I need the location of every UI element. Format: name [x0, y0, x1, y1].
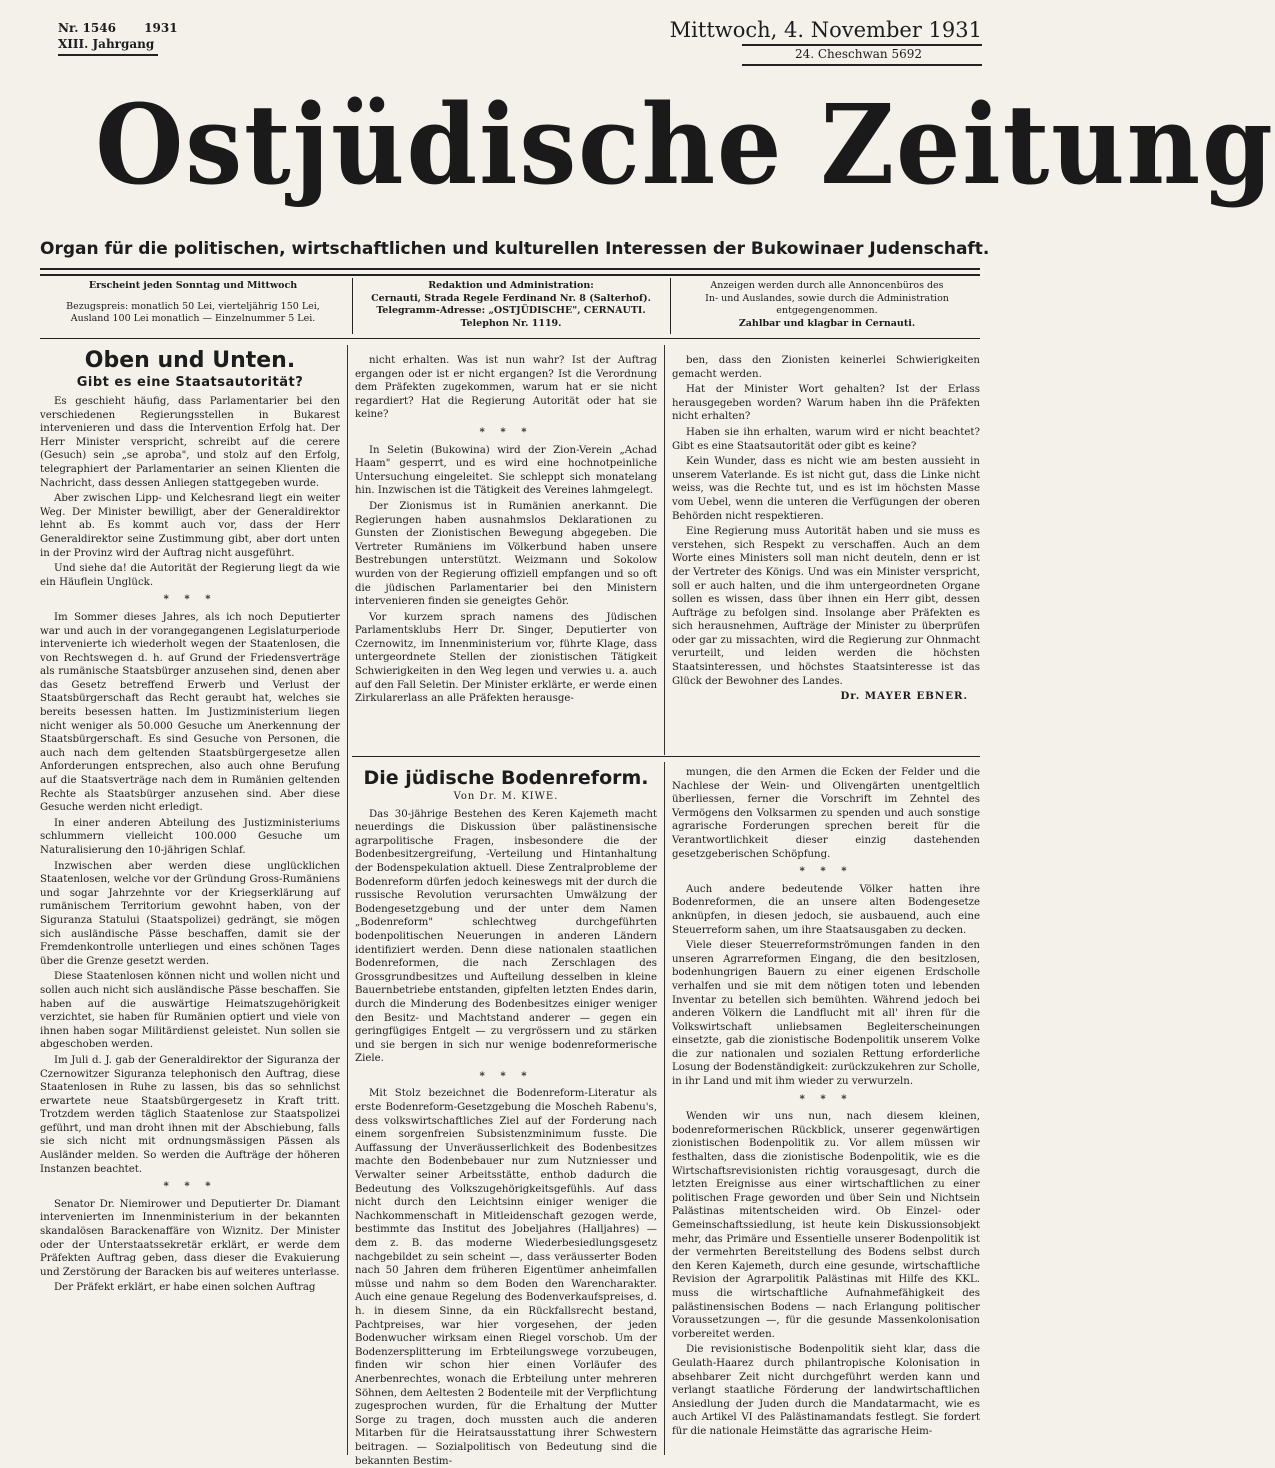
- article2-column-3: [672, 766, 980, 1456]
- section-separator: * * *: [163, 593, 217, 606]
- column-divider-3: [664, 762, 665, 1455]
- paragraph: ben, dass den Zionisten keinerlei Schwierigkeiten gemacht werden.: [672, 355, 980, 380]
- article-divider: [352, 756, 980, 757]
- hebrew-date: 24. Cheschwan 5692: [794, 47, 922, 61]
- paragraph: Im Juli d. J. gab der Generaldirektor der Siguranza der Czernowitzer Siguranza telephonisch den Auftrag, diese Staatenlosen in Ruhe zu lassen, bis das so sehnlichst erwartete neue Staatsbürgergesetz in Kraft tritt. Trotzdem werden täglich Staatenlose zur Staatspolizei geführt, und man droht ihnen mit der Abschiebung, falls sie sich nicht mit ordnungsmässigen Pässen als Ausländer melden. So werden die Aufträge der höheren Instanzen beachtet.: [40, 1054, 340, 1175]
- article2-col3-body: [672, 766, 980, 1439]
- advert-line-4: Zahlbar und klagbar in Cernauti.: [738, 317, 916, 329]
- article1-title: Oben und Unten.: [84, 348, 296, 373]
- article1-col2-body: [355, 354, 657, 706]
- article1-subtitle: Gibt es eine Staatsautorität?: [76, 375, 304, 390]
- issue-info: [58, 20, 178, 56]
- article2-byline: Von Dr. M. KIWE.: [453, 791, 559, 802]
- paragraph: Kein Wunder, dass es nicht wie am besten aussieht in unserem Vaterlande. Es ist nicht gut, dass die Linke nicht weiss, was die Rechte tut, und es ist im höchsten Masse vom Uebel, wenn die unteren die Verfügungen der oberen Behörden nicht respektieren.: [672, 456, 980, 522]
- telephone-number: Telephon Nr. 1119.: [460, 317, 562, 329]
- paragraph: Das 30-jährige Bestehen des Keren Kajemeth macht neuerdings die Diskussion über palästinensische agrarpolitische Fragen, insbesondere die der Bodenbesitzergreifung, -Verteilung und Hintanhaltung der Bodenspekulation aktuell. Diese Zentralprobleme der Bodenreform dürfen jedoch keineswegs mit der durch die russische Revolution verursachten Umwälzung der Bodengesetzgebung und der unter dem Namen „Bodenreform" schlechtweg durchgeführten bodenpolitischen Neuerungen in anderen Ländern identifiziert werden. Denn diese nationalen staatlichen Bodenreformen, die nach Zerschlagen des Grossgrundbesitzes und Aufteilung desselben in kleine Bauernbetriebe entstanden, gipfelten letzten Endes darin, durch die Minderung des Bodenbesitzes einiger weniger den Besitz- und Machtstand anderer — gegen ein geringfügiges Entgelt — zu vergrössern und zu stärken und sie bergen in sich nur wenige bodenreformerische Ziele.: [355, 808, 657, 1065]
- paragraph: Wenden wir uns nun, nach diesem kleinen, bodenreformerischen Rückblick, unserer gegenwärtigen zionistischen Bodenpolitik zu. Vor allem müssen wir festhalten, dass die zionistische Bodenpolitik, wie es die Wirtschaftsrevisionisten richtig vorausgesagt, durch die letzten Ereignisse aus einer wirtschaftlichen zu einer politischen Frage geworden und über Sein und Nichtsein Palästinas mitentscheiden wird. Ob Einzel- oder Gemeinschaftssiedlung, ist heute kein Diskussionsobjekt mehr, das Primäre und Essentielle unserer Bodenpolitik ist der vermehrten Bereitstellung des Bodens selbst durch den Keren Kajemeth, durch eine gesunde, wirtschaftliche Revision der Agrarpolitik Palästinas mit Hilfe des KKL. muss die wirtschaftliche Aufnahmefähigkeit des palästinensischen Bodens — nach Erlangung politischer Voraussetzungen —, für die gesunde Massenkolonisation vorbereitet werden.: [672, 1111, 980, 1340]
- info-divider-2: [670, 278, 671, 334]
- paragraph: Mit Stolz bezeichnet die Bodenreform-Literatur als erste Bodenreform-Gesetzgebung die Moscheh Rabenu's, dess volkswirtschaftliches Ziel auf der Forderung nach einem sorgenfreien Subsistenzminimum fusste. Die Auffassung der Unveräusserlichkeit des Bodenbesitzes machte den Bodenbebauer nur zum Nutzniesser und Verwalter seiner Arbeitsstätte, enthob dadurch die Bedeutung des Volkszugehörigkeitsgefühls. Auf dass nicht durch den Leichtsinn einiger weniger die Nachkommenschaft in Mitleidenschaft gezogen werde, bestimmte das Institut des Jobeljahres (Halljahres) — dem z. B. das moderne Wiederbesiedlungsgesetz nachgebildet zu sein scheint —, dass veräusserter Boden nach 50 Jahren dem früheren Eigentümer anheimfallen müsse und nahm so dem Boden den Warencharakter. Auch eine genaue Regelung des Bodenverkaufspreises, d. h. in diesem Sinne, da ein Rückfallsrecht bestand, Pachtpreises, war hier vorgesehen, der jeden Bodenwucher wirksam einen Riegel vorschob. Um der Bodenzersplitterung im Erbteilungswege vorzubeugen, finden wir schon hier einen Vorläufer des Anerbenrechtes, wonach die Erbteilung unter mehreren Söhnen, dem Aeltesten 2 Bodenteile mit der Verpflichtung zugesprochen wurden, für die Erhaltung der Mutter Sorge zu tragen, doch mussten auch die anderen Mitarben für die Heiratsausstattung ihrer Schwestern beitragen. — Sozialpolitisch von Bedeutung sind die bekannten Bestim-: [355, 1088, 657, 1467]
- article1-column-1: [40, 348, 340, 1458]
- paragraph: Vor kurzem sprach namens des Jüdischen Parlamentsklubs Herr Dr. Singer, Deputierter von Czernowitz, im Innenministerium vor, führte Klage, dass untergeordnete Stellen der zionistischen Tätigkeit Schwierigkeiten in den Weg legen und verwies u. a. auch auf den Fall Seletin. Der Minister erklärte, er werde einen Zirkularerlass an alle Präfekten herausge-: [355, 611, 658, 705]
- editorial-box: [356, 280, 666, 332]
- newspaper-subtitle: Organ für die politischen, wirtschaftlichen und kulturellen Interessen der Bukowinaer Judenschaft.: [40, 239, 990, 259]
- article1-column-3: [672, 354, 980, 754]
- paragraph: Auch andere bedeutende Völker hatten ihre Bodenreformen, die an unsere alten Bodengesetze anknüpfen, in diesen jedoch, sie ausbauend, auch eine Steuerreform sahen, um ihre Staatsausgaben zu decken.: [672, 883, 980, 936]
- telegram-address: Telegramm-Adresse: „OSTJÜDISCHE", CERNAUTI.: [376, 305, 646, 316]
- meta-left-rule: [58, 54, 158, 56]
- foreign-price: Ausland 100 Lei monatlich — Einzelnummer 5 Lei.: [70, 313, 316, 324]
- column-divider-1: [347, 345, 348, 1455]
- paragraph: Aber zwischen Lipp- und Kelchesrand liegt ein weiter Weg. Der Minister bewilligt, aber der Generaldirektor lehnt ab. Es kommt auch vor, dass der Herr Generaldirektor seine Zustimmung gibt, aber dort unten in der Provinz wird der Auftrag nicht ausgeführt.: [40, 493, 340, 559]
- article1-col3-body: [672, 354, 980, 688]
- section-separator: * * *: [163, 1180, 217, 1193]
- advert-line-1: Anzeigen werden durch alle Annoncenbüros des: [710, 280, 944, 291]
- advert-line-3: entgegengenommen.: [776, 305, 878, 316]
- paragraph: Inzwischen aber werden diese unglücklichen Staatenlosen, welche vor der Gründung Gross-Rumäniens und sogar Jahrzehnte vor der Kriegserklärung auf rumänischem Territorium gewohnt haben, von der Siguranza Statului (Staatspolizei) gedrängt, sie mögen sich ausländische Pässe beschaffen, damit sie der Fremdenkontrolle unterliegen und eines schönen Tages über die Grenze gesetzt werden.: [40, 860, 340, 967]
- editorial-heading: Redaktion und Administration:: [428, 280, 594, 291]
- paragraph: Der Zionismus ist in Rumänien anerkannt. Die Regierungen haben ausnahmslos Deklarationen zu Gunsten der Zionistischen Bewegung abgegeben. Die Vertreter Rumäniens im Völkerbund haben unsere Bestrebungen unterstützt. Weizmann und Sokolow wurden von der Regierung offiziell empfangen und so oft die jüdischen Parlamentarier bei den Ministern intervenieren finden sie geneigtes Gehör.: [355, 500, 657, 608]
- advert-box: [674, 280, 980, 332]
- newspaper-title: Ostjüdische Zeitung: [95, 80, 1275, 209]
- section-separator: * * *: [479, 425, 533, 438]
- subscription-price: Bezugspreis: monatlich 50 Lei, vierteljährig 150 Lei,: [66, 300, 320, 312]
- info-rule: [40, 338, 980, 339]
- paragraph: Eine Regierung muss Autorität haben und sie muss es verstehen, sich Respekt zu verschaffen. Auch an dem Worte eines Ministers soll man nicht deuteln, denn er ist der Vertreter des Königs. Und was ein Minister verspricht, soll er auch halten, und die ihm untergeordneten Organe sollen es wissen, dass über ihnen ein Herr gibt, dessen Aufträge zu befolgen sind. Insolange aber Präfekten es sich herausnehmen, Aufträge der Minister zu überprüfen oder gar zu missachten, wird die Regierung zur Ohnmacht verurteilt, und leiden werden die höchsten Staatsinteressen, und höchstes Staatsinteresse ist das Glück der Bewohner des Landes.: [672, 526, 980, 687]
- column-divider-2: [664, 345, 665, 755]
- paragraph: In Seletin (Bukowina) wird der Zion-Verein „Achad Haam" gesperrt, und es wird eine hochnotpeinliche Untersuchung eingeleitet. Sie schleppt sich monatelang hin. Inzwischen ist die Tätigkeit des Vereines lahmgelegt.: [355, 444, 657, 497]
- paragraph: Senator Dr. Niemirower und Deputierter Dr. Diamant intervenierten im Innenministerium in der bekannten skandalösen Barackenaffäre von Wiznitz. Der Minister oder der Unterstaatssekretär erklärt, er werde dem Präfekten Auftrag geben, dass dieser die Evakuierung und Zerstörung der Baracken bis auf weiteres unterlasse.: [40, 1198, 340, 1278]
- masthead-rule: [40, 268, 980, 270]
- issue-year: 1931: [144, 21, 178, 35]
- editorial-address: Cernauti, Strada Regele Ferdinand Nr. 8 (Salterhof).: [371, 292, 651, 304]
- article1-col1-body: [40, 395, 340, 1295]
- paragraph: Haben sie ihn erhalten, warum wird er nicht beachtet? Gibt es eine Staatsautorität oder gibt es keine?: [672, 426, 980, 452]
- section-separator: * * *: [799, 1092, 853, 1105]
- frequency-text: Erscheint jeden Sonntag und Mittwoch: [88, 280, 298, 291]
- date-rule-2: [742, 64, 982, 66]
- info-divider-1: [352, 278, 353, 334]
- paragraph: nicht erhalten. Was ist nun wahr? Ist der Auftrag ergangen oder ist er nicht ergangen? Ist die Verordnung dem Präfekten zugekommen, warum hat er sie nicht regardiert? Hat die Regierung Autorität oder hat sie keine?: [355, 355, 657, 421]
- paragraph: Viele dieser Steuerreformströmungen fanden in den unseren Agrarreformen Eingang, die den besitzlosen, bodenhungrigen Bauern zu einer eigenen Erdscholle verhalfen und sie mit dem nötigen toten und lebenden Inventar zu betellen sich bemühten. Während jedoch bei anderen Völkern die Landflucht mit all' ihren für die Volkswirtschaft unliebsamen Begleiterscheinungen einsetzte, gab die zionistische Bodenpolitik unserem Volke die zur nationalen und sozialen Rettung erforderliche Losung der Bodenständigkeit: zurückzukehren zur Scholle, in ihr Land und mit ihm wieder zu verwurzeln.: [672, 940, 980, 1088]
- paragraph: Hat der Minister Wort gehalten? Ist der Erlass herausgegeben worden? Warum haben ihn die Präfekten nicht erhalten?: [672, 384, 980, 423]
- paragraph: mungen, die den Armen die Ecken der Felder und die Nachlese der Wein- und Olivengärten unentgeltlich überliessen, ferner die Vorschrift im Zehntel des Vermögens den Volksarmen zu spenden und auch sonstige agrarische Forderungen sprechen bereit für die Verantwortlichkeit dieser einzig dastehenden gesetzgeberischen Schöpfung.: [672, 767, 980, 860]
- subscription-box: [40, 280, 346, 332]
- article2-col2-body: [355, 808, 657, 1468]
- paragraph: Diese Staatenlosen können nicht und wollen nicht und sollen auch nicht sich ausländische Pässe beschaffen. Sie haben auf die auswärtige Heimatszugehörigkeit verzichtet, sie haben für Rumänien optiert und viele von ihnen haben sogar Militärdienst geleistet. Nun sollen sie abgeschoben werden.: [40, 971, 340, 1051]
- section-separator: * * *: [799, 865, 853, 878]
- article2-column-2: [355, 766, 657, 1467]
- paragraph: Der Präfekt erklärt, er habe einen solchen Auftrag: [54, 1282, 316, 1294]
- paragraph: Die revisionistische Bodenpolitik sieht klar, dass die Geulath-Haarez durch philantropische Kolonisation in absehbarer Zeit nicht durchgeführt werden kann und verlangt staatliche Förderung der landwirtschaftlichen Ansiedlung der Juden durch die Mandatarmacht, wie es auch Artikel VI des Palästinamandats festlegt. Sie fordert für die nationale Heimstätte das agrarische Heim-: [672, 1344, 980, 1437]
- paragraph: In einer anderen Abteilung des Justizministeriums schlummern vielleicht 100.000 Gesuche um Naturalisierung den 10-jährigen Schlaf.: [40, 817, 340, 856]
- article1-column-2: [355, 354, 657, 754]
- issue-number: Nr. 1546: [58, 21, 116, 35]
- advert-line-2: In- und Auslandes, sowie durch die Administration: [705, 292, 949, 304]
- paragraph: Es geschieht häufig, dass Parlamentarier bei den verschiedenen Regierungsstellen in Bukarest intervenieren und dass die Intervention Erfolg hat. Der Herr Minister verspricht, schreibt auf die cerere (Gesuch) sein „se aproba", und stolz auf den Erfolg, telegraphiert der Parlamentarier an seinen Klienten die Nachricht, dass dessen Anliegen stattgegeben wurde.: [40, 396, 340, 489]
- jahrgang: XIII. Jahrgang: [58, 37, 155, 51]
- article2-title: Die jüdische Bodenreform.: [363, 767, 649, 789]
- article1-signature: Dr. MAYER EBNER.: [840, 690, 968, 703]
- masthead-rule-2: [40, 274, 980, 276]
- issue-date: Mittwoch, 4. November 1931: [669, 18, 982, 42]
- section-separator: * * *: [479, 1069, 533, 1082]
- paragraph: Im Sommer dieses Jahres, als ich noch Deputierter war und auch in der vorangegangenen Legislaturperiode intervenierte ich wiederholt wegen der Staatenlosen, die von Rechtswegen d. h. auf Grund der Friedensverträge als rumänische Staatsbürger anzusehen sind, denen aber das Gesetz betreffend Erwerb und Verlust der Staatsbürgerschaft das Recht geraubt hat, welches sie bereits besessen hatten. Im Justizministerium liegen nicht weniger als 50.000 Gesuche um Anerkennung der Staatsbürgerschaft. Es sind Gesuche von Personen, die auch nach dem geltenden Staatsbürgergesetze allen Anforderungen entsprechen, also auch ohne Berufung auf die Staatsverträge nach dem in Rumänien geltenden Rechte als Staatsbürger anzusehen sind. Aber diese Gesuche werden nicht erledigt.: [40, 611, 340, 814]
- date-info: [670, 18, 982, 66]
- paragraph: Und siehe da! die Autorität der Regierung liegt da wie ein Häuflein Unglück.: [40, 563, 340, 588]
